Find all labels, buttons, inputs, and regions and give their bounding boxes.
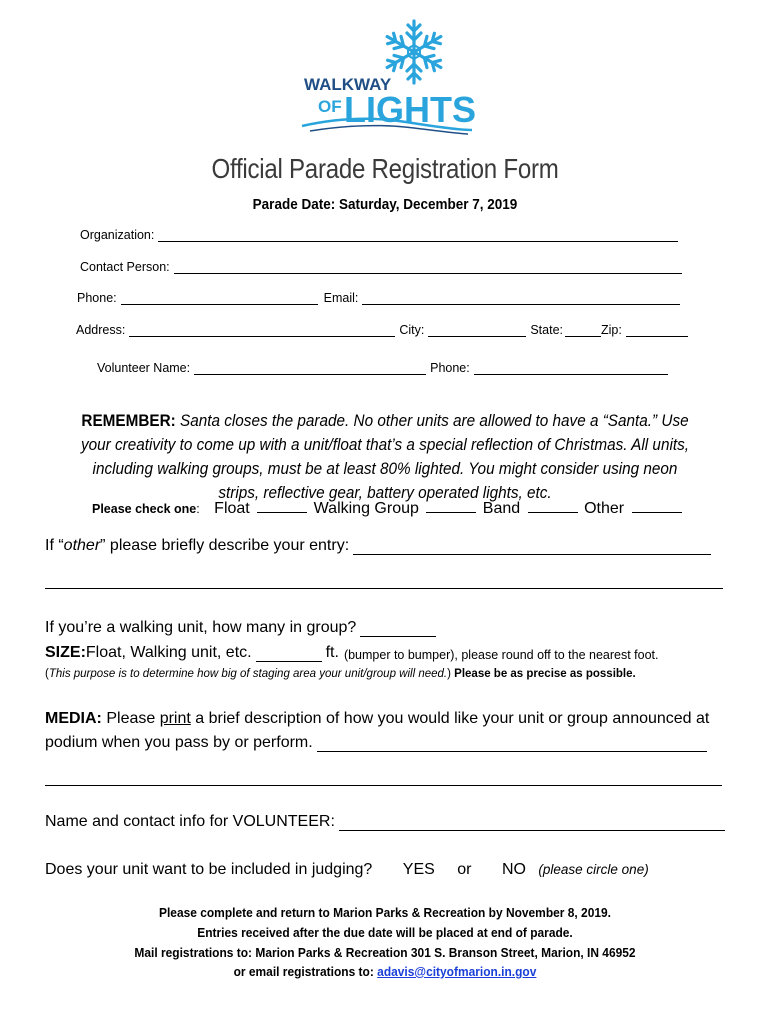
volunteer-name-field[interactable]	[194, 362, 426, 375]
footer-line-1: Please complete and return to Marion Parks & Recreation by November 8, 2019.	[158, 905, 611, 920]
footer-line-3: Mail registrations to: Marion Parks & Recreation 301 S. Branson Street, Marion, IN 46952	[134, 945, 636, 960]
phone-label: Phone:	[77, 291, 117, 305]
size-label: SIZE:	[45, 644, 86, 661]
option-walking-group-blank[interactable]	[426, 498, 476, 513]
size-text: Float, Walking unit, etc.	[85, 644, 252, 661]
logo-walkway-text: WALKWAY	[304, 75, 392, 94]
organization-label: Organization:	[80, 228, 155, 242]
volunteer-row	[97, 361, 668, 375]
other-prefix: If “	[45, 537, 64, 554]
judging-note: (please circle one)	[538, 862, 649, 877]
footer-email-prefix: or email registrations to:	[233, 964, 378, 979]
volunteer-info-field[interactable]	[339, 816, 725, 831]
address-label: Address:	[76, 323, 126, 337]
email-field[interactable]	[362, 292, 680, 305]
size-purpose-row	[45, 668, 636, 680]
size-precise-text: Please be as precise as possible.	[454, 668, 636, 680]
media-text-1: Please	[101, 710, 160, 727]
media-description-field[interactable]	[317, 737, 707, 752]
walking-unit-question: If you’re a walking unit, how many in group?	[45, 619, 357, 636]
state-label: State:	[530, 323, 564, 337]
option-other-label: Other	[584, 500, 625, 517]
logo-lights-text: LIGHTS	[344, 89, 476, 130]
purpose-close-paren: )	[447, 668, 451, 680]
size-unit: ft.	[325, 644, 339, 661]
judging-yes-option[interactable]: YES	[402, 861, 435, 878]
media-description-line-2[interactable]	[45, 785, 722, 786]
option-band-blank[interactable]	[528, 498, 578, 513]
media-text-2: a brief description of how you would like your unit or group announced at	[190, 710, 710, 727]
organization-field[interactable]	[158, 229, 678, 242]
option-walking-group-label: Walking Group	[313, 500, 419, 517]
email-label: Email:	[323, 291, 359, 305]
phone-email-row	[77, 291, 680, 305]
zip-label: Zip:	[601, 323, 622, 337]
volunteer-phone-field[interactable]	[474, 362, 668, 375]
judging-row	[45, 861, 649, 879]
option-other-blank[interactable]	[632, 498, 682, 513]
remember-paragraph	[75, 409, 696, 505]
walkway-of-lights-logo	[296, 18, 476, 140]
option-float-label: Float	[214, 500, 250, 517]
other-description-field[interactable]	[353, 540, 711, 555]
walking-unit-row	[45, 619, 436, 637]
walking-unit-count-field[interactable]	[360, 622, 436, 637]
volunteer-name-label: Volunteer Name:	[97, 361, 191, 375]
city-field[interactable]	[428, 324, 526, 337]
size-row	[45, 644, 658, 662]
address-row	[76, 323, 688, 337]
contact-person-label: Contact Person:	[80, 260, 170, 274]
judging-no-option[interactable]: NO	[501, 861, 526, 878]
size-note: (bumper to bumper), please round off to the nearest foot.	[343, 648, 659, 662]
media-print-word: print	[159, 710, 191, 727]
logo-of-text: OF	[318, 97, 342, 116]
contact-person-field[interactable]	[174, 261, 682, 274]
judging-or-text: or	[457, 861, 472, 878]
option-float-blank[interactable]	[257, 498, 307, 513]
other-description-row	[45, 537, 711, 555]
snowflake-logo-icon	[296, 18, 476, 140]
other-description-line-2[interactable]	[45, 588, 723, 589]
footer-email-link[interactable]: adavis@cityofmarion.in.gov	[377, 964, 537, 979]
judging-question: Does your unit want to be included in judging?	[45, 861, 373, 878]
size-field[interactable]	[256, 647, 322, 662]
other-word: other	[63, 537, 101, 554]
state-field[interactable]	[565, 324, 601, 337]
check-one-row	[92, 498, 682, 518]
media-line-2-text: podium when you pass by or perform.	[45, 734, 313, 751]
footer-line-4	[31, 964, 739, 979]
remember-text: Santa closes the parade. No other units are allowed to have a “Santa.” Use your creativity to come up with a unit/float that’s a special reflection of Christmas. All units, including walking groups, must be at least 80% lighted. You might consider using neon strips, reflective gear, battery operated lights, etc.	[80, 411, 690, 502]
address-field[interactable]	[129, 324, 395, 337]
volunteer-phone-label: Phone:	[430, 361, 470, 375]
volunteer-info-row	[45, 813, 725, 831]
page-title: Official Parade Registration Form	[211, 153, 559, 184]
size-purpose-text: This purpose is to determine how big of staging area your unit/group will need.	[48, 668, 448, 680]
parade-date: Parade Date: Saturday, December 7, 2019	[252, 196, 518, 213]
check-one-colon: :	[196, 502, 200, 516]
option-band-label: Band	[482, 500, 521, 517]
footer-line-2: Entries received after the due date will be placed at end of parade.	[197, 925, 573, 940]
phone-field[interactable]	[121, 292, 318, 305]
purpose-open-paren: (	[45, 668, 49, 680]
volunteer-info-label: Name and contact info for VOLUNTEER:	[45, 813, 335, 830]
media-label: MEDIA:	[45, 710, 102, 727]
check-one-prompt: Please check one	[92, 502, 197, 516]
zip-field[interactable]	[626, 324, 688, 337]
remember-label: REMEMBER:	[81, 411, 176, 430]
other-suffix: ” please briefly describe your entry:	[100, 537, 350, 554]
city-label: City:	[399, 323, 425, 337]
media-row	[45, 710, 709, 728]
contact-person-row	[80, 260, 682, 274]
media-row-2	[45, 734, 707, 752]
organization-row	[80, 228, 678, 242]
